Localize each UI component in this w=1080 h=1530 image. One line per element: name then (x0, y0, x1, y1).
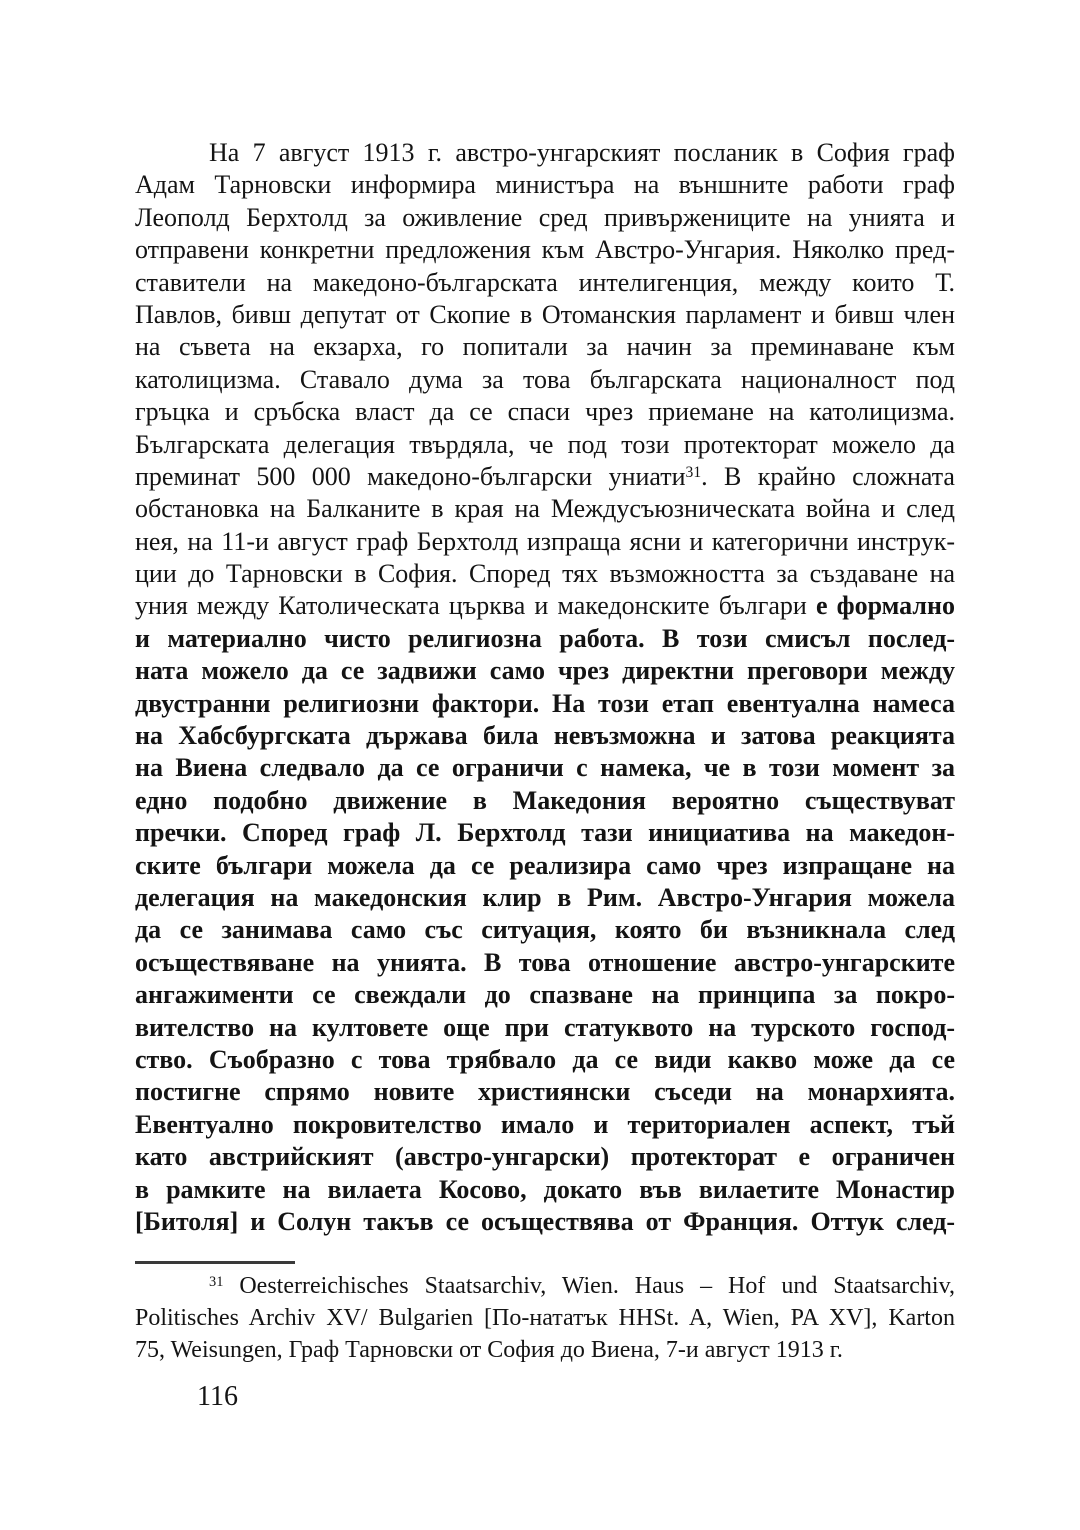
body-paragraph (135, 137, 955, 1238)
body-line (135, 655, 955, 687)
text-segment: на съвета на екзарха, го попитали за начин за преминаване към (135, 332, 955, 362)
body-line (135, 1174, 955, 1206)
footnote-separator-rule (135, 1261, 295, 1264)
text-segment: Павлов, бивш депутат от Скопие в Отоманския парламент и бивш член (135, 299, 955, 329)
body-line (135, 202, 955, 234)
text-segment: на Хабсбургската държава била невъзможна и затова реакцията (135, 721, 956, 751)
footnote-reference-superscript: 31 (209, 1273, 224, 1290)
text-segment: Адам Тарновски информира министъра на външните работи граф (135, 170, 955, 200)
body-line (135, 1076, 955, 1108)
text-segment: ство. Съобразно с това трябвало да се види какво може да се (135, 1044, 955, 1074)
body-line (135, 526, 955, 558)
footnote-line (135, 1302, 955, 1334)
text-segment: нея, на 11-и август граф Берхтолд изпраща ясни и категорични инструк- (135, 526, 955, 556)
text-segment: ските българи можела да се реализира само чрез изпращане на (135, 850, 956, 880)
page-number: 116 (197, 1381, 238, 1412)
body-line (135, 299, 955, 331)
text-segment: Oesterreichisches Staatsarchiv, Wien. Haus – Hof und Staatsarchiv, (223, 1273, 956, 1300)
body-line (135, 234, 955, 266)
text-segment: преминат 500 000 македоно-български униати (135, 461, 686, 491)
text-segment: На 7 август 1913 г. австро-унгарският посланик в София граф (209, 138, 955, 167)
body-line (135, 1141, 955, 1173)
body-line (135, 169, 955, 201)
body-line (135, 137, 955, 169)
body-line (135, 850, 955, 882)
footnote-line (135, 1334, 955, 1366)
text-segment: отправени конкретни предложения към Австро-Унгария. Няколко пред- (135, 235, 955, 265)
text-segment: [Битоля] и Солун такъв се осъществява от Франция. Оттук след- (135, 1206, 956, 1236)
body-line (135, 1109, 955, 1141)
text-segment: гръцка и сръбска власт да се спаси чрез приемане на католицизма. (135, 397, 956, 427)
text-segment: . В крайно сложната (701, 461, 955, 491)
text-segment: на Виена следвало да се ограничи с намека, че в този момент за (135, 753, 956, 783)
body-line (135, 785, 955, 817)
text-segment: Евентуално покровителство имало и териториален аспект, тъй (135, 1109, 956, 1139)
text-segment: Леополд Берхтолд за оживление сред привържениците на унията и (135, 202, 956, 232)
body-line (135, 1206, 955, 1238)
body-line (135, 817, 955, 849)
body-line (135, 914, 955, 946)
body-line (135, 688, 955, 720)
body-line (135, 590, 955, 622)
footnote-line (135, 1270, 955, 1302)
text-segment: Politisches Archiv XV/ Bulgarien [По-нататък HHSt. A, Wien, PA XV], Karton (135, 1305, 955, 1332)
body-line (135, 1012, 955, 1044)
body-line (135, 558, 955, 590)
text-segment: уния между Католическата църква и македонските българи (135, 591, 816, 621)
footnote (135, 1270, 955, 1366)
text-segment: ната можело да се задвижи само чрез директни преговори между (135, 656, 955, 686)
body-line (135, 493, 955, 525)
text-segment: осъществяване на унията. В това отношение австро-унгарските (135, 947, 955, 977)
text-segment: в рамките на вилаета Косово, докато във вилаетите Монастир (135, 1174, 955, 1204)
body-line (135, 623, 955, 655)
body-line (135, 267, 955, 299)
text-segment: ставители на македоно-българската интелигенция, между които Т. (135, 267, 955, 297)
text-segment: делегация на македонския клир в Рим. Австро-Унгария можела (135, 882, 955, 912)
body-line (135, 882, 955, 914)
footnote-reference-superscript: 31 (685, 463, 702, 481)
body-line (135, 979, 955, 1011)
body-line (135, 461, 955, 493)
body-line (135, 1044, 955, 1076)
text-segment: ции до Тарновски в София. Според тях възможността за създаване на (135, 559, 956, 589)
text-segment: вителство на култовете още при статуквото на турското господ- (135, 1012, 956, 1042)
text-segment: 75, Weisungen, Граф Тарновски от София до Виена, 7-и август 1913 г. (135, 1337, 843, 1364)
text-segment: е формално (815, 591, 955, 621)
text-segment: едно подобно движение в Македония вероятно съществуват (135, 785, 955, 815)
text-segment: постигне спрямо новите християнски съседи на монархията. (135, 1077, 956, 1107)
body-line (135, 364, 955, 396)
text-segment: да се занимава само със ситуация, която би възникнала след (135, 915, 956, 945)
body-line (135, 331, 955, 363)
body-line (135, 396, 955, 428)
text-segment: ангажименти се свеждали до спазване на принципа за покро- (135, 980, 956, 1010)
text-segment: обстановка на Балканите в края на Междусъюзническата война и след (135, 494, 956, 524)
body-line (135, 720, 955, 752)
body-line (135, 947, 955, 979)
text-segment: пречки. Според граф Л. Берхтолд тази инициатива на македон- (135, 818, 955, 848)
text-segment: двустранни религиозни фактори. На този етап евентуална намеса (135, 688, 955, 718)
text-segment: Българската делегация твърдяла, че под този протекторат можело да (135, 429, 956, 459)
text-block (135, 137, 955, 1366)
text-segment: и материално чисто религиозна работа. В този смисъл послед- (135, 623, 956, 653)
body-line (135, 429, 955, 461)
text-segment: католицизма. Ставало дума за това българската националност под (135, 364, 956, 394)
body-line (135, 752, 955, 784)
text-segment: като австрийският (австро-унгарски) протекторат е ограничен (135, 1142, 955, 1172)
